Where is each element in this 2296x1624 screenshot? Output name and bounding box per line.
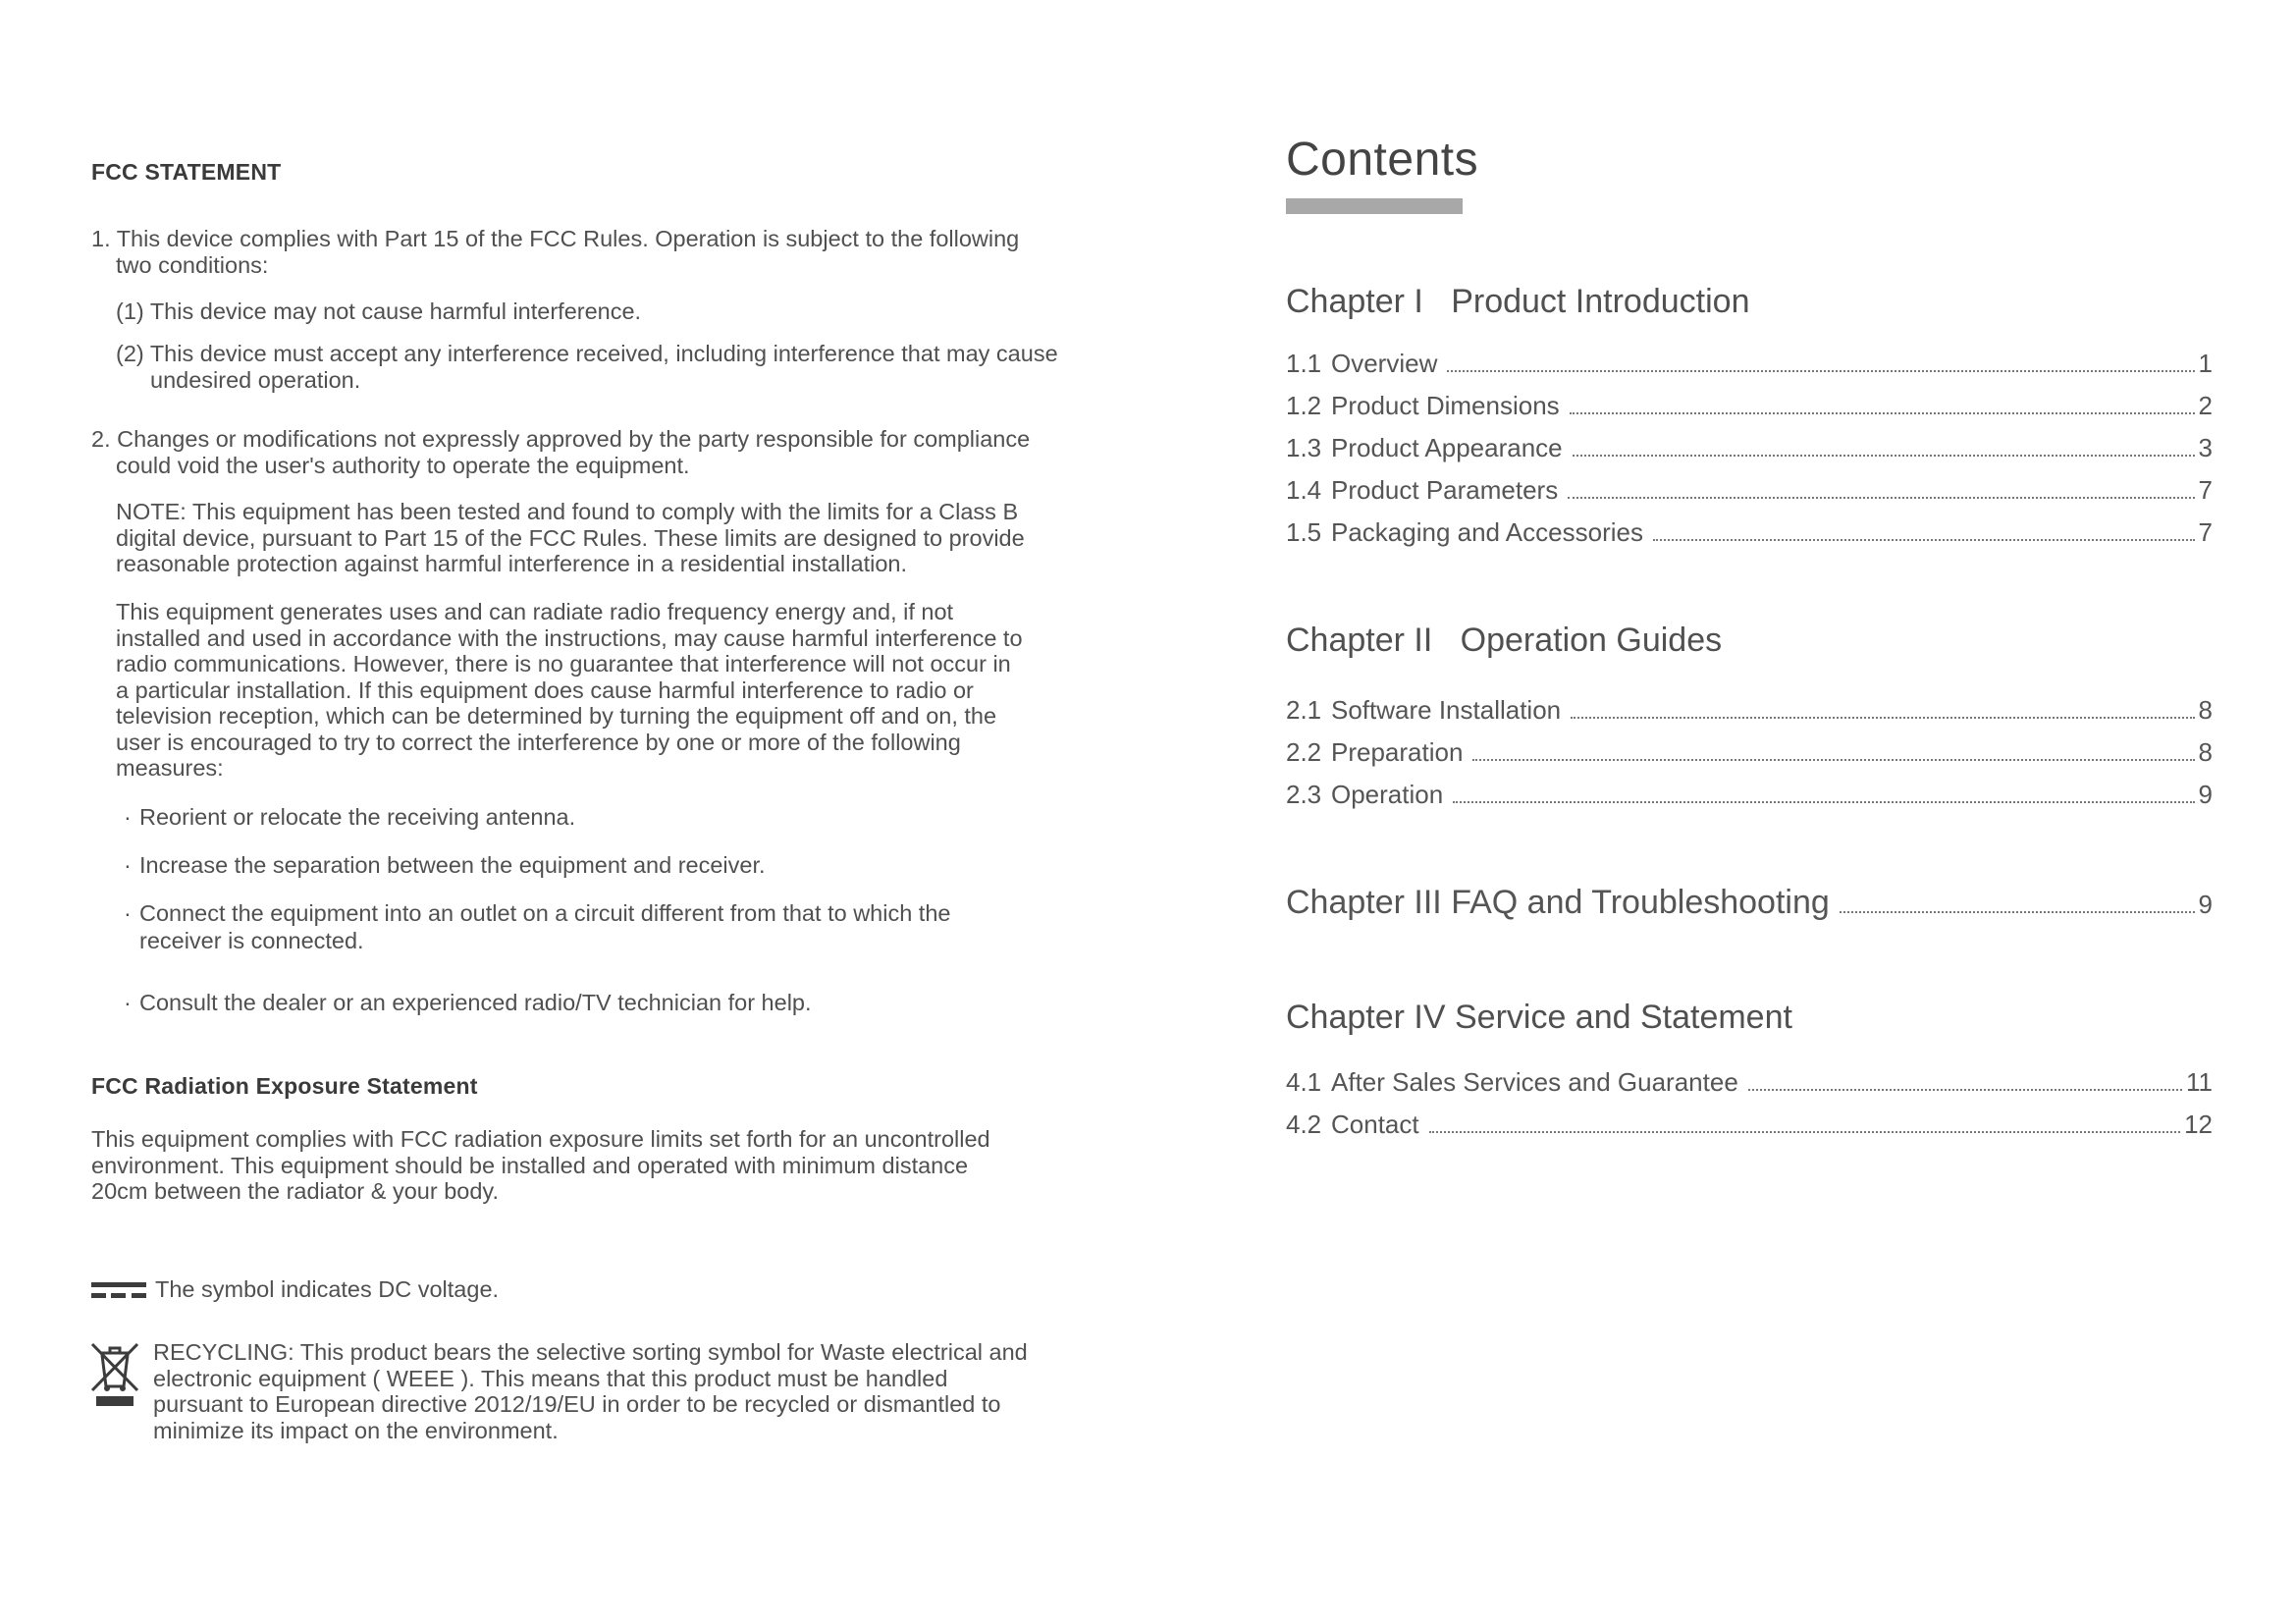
toc-page: 11	[2186, 1067, 2213, 1097]
dc-symbol-text: The symbol indicates DC voltage.	[155, 1276, 500, 1302]
toc-page: 9	[2198, 890, 2213, 919]
radiation-heading: FCC Radiation Exposure Statement	[91, 1073, 478, 1099]
chapter-2-title: Chapter II Operation Guides	[1286, 622, 1723, 659]
fcc-item-2: 2. Changes or modifications not expressly approved by the party responsible for compliance could void the user's authority to operate the equipment.	[91, 426, 1031, 478]
toc-leader	[1748, 1088, 2182, 1091]
toc-page: 9	[2198, 780, 2213, 809]
toc-num: 4.2	[1286, 1110, 1322, 1139]
recycling-text: RECYCLING: This product bears the selective sorting symbol for Waste electrical and electronic equipment ( WEEE ). This means that this product must be handled pursuant to European directive 2012/19/EU in order to be recycled or dismantled to minimize its impact on the environment.	[153, 1339, 1028, 1443]
toc-row-2-2[interactable]	[1286, 737, 2213, 771]
toc-title: Product Appearance	[1331, 433, 1563, 462]
toc-row-2-3[interactable]	[1286, 780, 2213, 813]
toc-title: Software Installation	[1331, 695, 1562, 725]
toc-leader	[1573, 454, 2195, 457]
toc-page: 7	[2198, 517, 2213, 547]
toc-row-4-1[interactable]	[1286, 1067, 2213, 1101]
chapter-1-title: Chapter I Product Introduction	[1286, 283, 1750, 320]
toc-row-1-5[interactable]	[1286, 517, 2213, 551]
toc-num: 2.1	[1286, 695, 1322, 725]
toc-num: 1.2	[1286, 391, 1322, 420]
toc-row-1-4[interactable]	[1286, 475, 2213, 509]
chapter-4-title: Chapter IV Service and Statement	[1286, 999, 1792, 1036]
toc-leader	[1472, 758, 2194, 761]
toc-title: Overview	[1331, 349, 1438, 378]
toc-page: 8	[2198, 737, 2213, 767]
bullet-item: · Consult the dealer or an experienced radio/TV technician for help.	[124, 989, 1023, 1016]
fcc-generates-paragraph: This equipment generates uses and can radiate radio frequency energy and, if not installed and used in accordance with the instructions, may cause harmful interference to radio communications. However, there is no guarantee that interference will not occur in a particular installation. If this equipment does cause harmful interference to radio or television reception, which can be determined by turning the equipment off and on, the user is encouraged to try to correct the interference by one or more of the following measures:	[116, 599, 1023, 781]
toc-num: 2.3	[1286, 780, 1322, 809]
toc-num: 1.3	[1286, 433, 1322, 462]
toc-row-2-1[interactable]	[1286, 695, 2213, 729]
toc-title: Operation	[1331, 780, 1444, 809]
toc-page: 8	[2198, 695, 2213, 725]
fcc-statement-heading: FCC STATEMENT	[91, 159, 282, 185]
toc-page: 2	[2198, 391, 2213, 420]
toc-num: 1.1	[1286, 349, 1322, 378]
toc-page: 7	[2198, 475, 2213, 505]
toc-row-1-1[interactable]	[1286, 349, 2213, 382]
toc-title: Contact	[1331, 1110, 1419, 1139]
toc-num: 2.2	[1286, 737, 1322, 767]
fcc-condition-2: (2) This device must accept any interference received, including interference that may cause undesired operation.	[116, 341, 1058, 393]
bullet-item: · Connect the equipment into an outlet on a circuit different from that to which the receiver is connected.	[124, 899, 1023, 954]
bullet-item: · Reorient or relocate the receiving antenna.	[124, 803, 1023, 831]
toc-row-4-2[interactable]	[1286, 1110, 2213, 1143]
toc-row-1-3[interactable]	[1286, 433, 2213, 466]
toc-title: After Sales Services and Guarantee	[1331, 1067, 1738, 1097]
radiation-text: This equipment complies with FCC radiation exposure limits set forth for an uncontrolled environment. This equipment should be installed and operated with minimum distance 20cm between the radiator & your body.	[91, 1126, 990, 1204]
toc-leader	[1453, 800, 2194, 803]
toc-row-chapter-3[interactable]	[1286, 884, 2213, 927]
toc-num: 1.4	[1286, 475, 1322, 505]
dc-voltage-icon	[91, 1282, 146, 1300]
toc-page: 12	[2184, 1110, 2213, 1139]
fcc-item-1: 1. This device complies with Part 15 of the FCC Rules. Operation is subject to the following two conditions:	[91, 226, 1020, 278]
toc-num: 1.5	[1286, 517, 1322, 547]
toc-num: 4.1	[1286, 1067, 1322, 1097]
toc-title: Product Parameters	[1331, 475, 1559, 505]
toc-leader	[1840, 910, 2195, 913]
toc-leader	[1447, 369, 2194, 372]
fcc-note: NOTE: This equipment has been tested and found to comply with the limits for a Class B digital device, pursuant to Part 15 of the FCC Rules. These limits are designed to provide reasonable protection against harmful interference in a residential installation.	[116, 499, 1025, 576]
fcc-condition-1: (1) This device may not cause harmful interference.	[116, 298, 642, 324]
toc-leader	[1653, 538, 2195, 541]
toc-page: 1	[2198, 349, 2213, 378]
bullet-item: · Increase the separation between the equipment and receiver.	[124, 851, 1023, 879]
toc-leader	[1568, 496, 2194, 499]
toc-page: 3	[2198, 433, 2213, 462]
toc-title: Packaging and Accessories	[1331, 517, 1643, 547]
toc-leader	[1429, 1130, 2180, 1133]
toc-title: Product Dimensions	[1331, 391, 1560, 420]
toc-title: Preparation	[1331, 737, 1464, 767]
chapter-3-title: Chapter III FAQ and Troubleshooting	[1286, 884, 1830, 921]
toc-leader	[1571, 716, 2194, 719]
toc-row-1-2[interactable]	[1286, 391, 2213, 424]
contents-underline-bar	[1286, 198, 1463, 214]
toc-leader	[1570, 411, 2195, 414]
contents-title: Contents	[1286, 134, 1479, 186]
weee-crossed-bin-icon	[90, 1341, 139, 1408]
